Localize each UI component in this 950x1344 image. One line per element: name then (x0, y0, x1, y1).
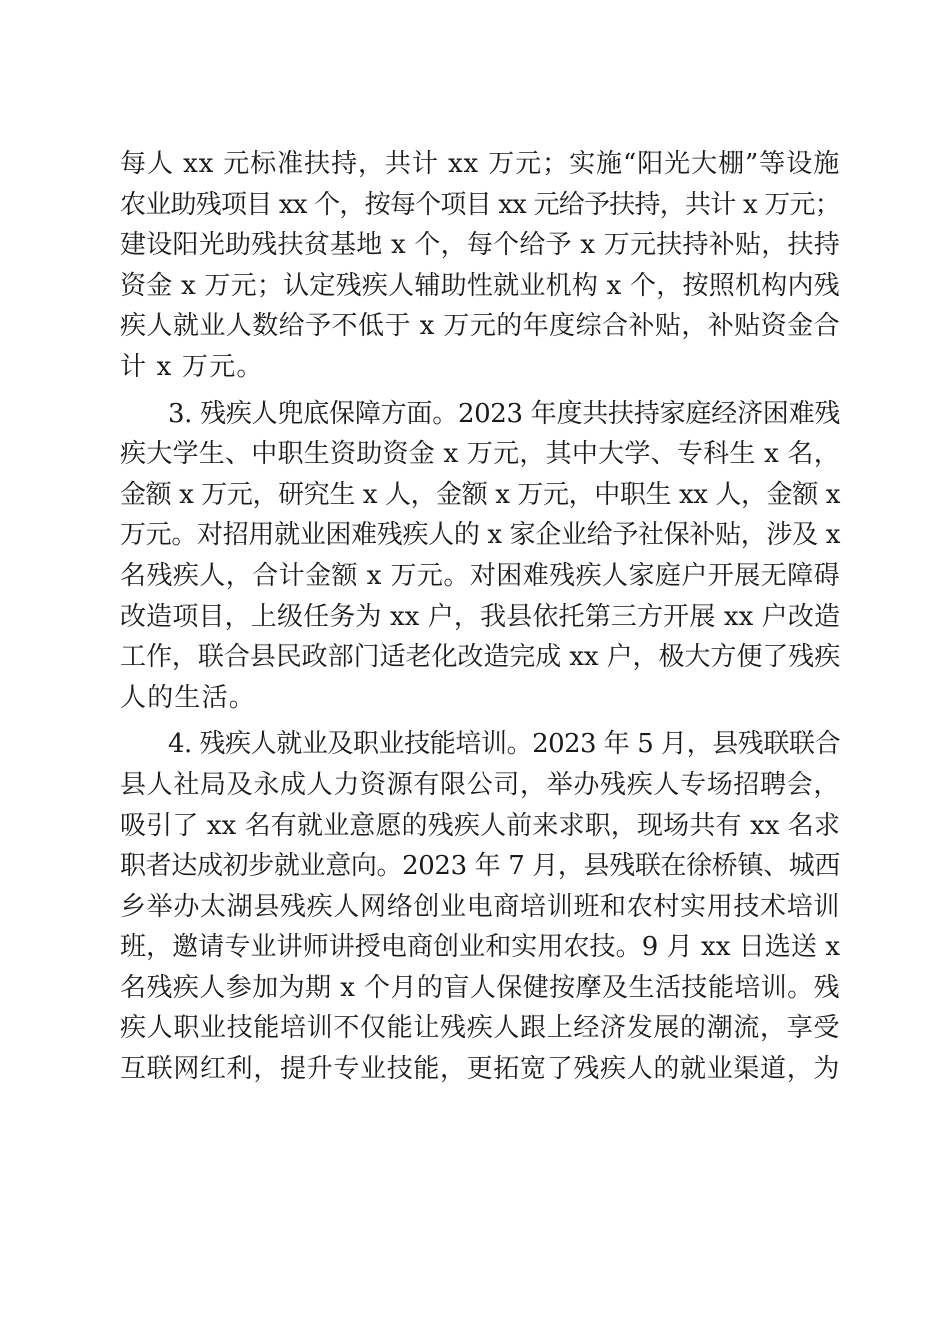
text-line: 4. 残疾人就业及职业技能培训。2023 年 5 月，县残联联合 (168, 729, 840, 760)
text-line: 互联网红利，提升专业技能，更拓宽了残疾人的就业渠道，为 (120, 1054, 840, 1085)
text-line: 县人社局及永成人力资源有限公司，举办残疾人专场招聘会， (120, 769, 840, 800)
text-line: 资金 x 万元；认定残疾人辅助性就业机构 x 个，按照机构内残 (120, 270, 840, 301)
text-line: 疾人就业人数给予不低于 x 万元的年度综合补贴，补贴资金合 (120, 311, 840, 342)
text-line: 职者达成初步就业意向。2023 年 7 月，县残联在徐桥镇、城西 (120, 851, 840, 882)
paragraph-continued (120, 144, 840, 388)
paragraph-section-4 (120, 724, 840, 1089)
text-line: 名残疾人，合计金额 x 万元。对困难残疾人家庭户开展无障碍 (120, 560, 840, 591)
text-line: 计 x 万元。 (120, 351, 264, 382)
text-line: 改造项目，上级任务为 xx 户，我县依托第三方开展 xx 户改造 (120, 601, 840, 632)
paragraph-section-3 (120, 394, 840, 719)
text-line: 乡举办太湖县残疾人网络创业电商培训班和农村实用技术培训 (120, 891, 840, 922)
text-line: 金额 x 万元，研究生 x 人，金额 x 万元，中职生 xx 人，金额 x (120, 479, 840, 510)
text-line: 疾人职业技能培训不仅能让残疾人跟上经济发展的潮流，享受 (120, 1013, 840, 1044)
text-line: 名残疾人参加为期 x 个月的盲人保健按摩及生活技能培训。残 (120, 972, 840, 1003)
text-line: 农业助残项目 xx 个，按每个项目 xx 元给予扶持，共计 x 万元； (120, 189, 840, 220)
text-line: 吸引了 xx 名有就业意愿的残疾人前来求职，现场共有 xx 名求 (120, 810, 840, 841)
text-line: 班，邀请专业讲师讲授电商创业和实用农技。9 月 xx 日选送 x (120, 932, 840, 963)
text-line: 人的生活。 (120, 682, 257, 713)
text-line: 万元。对招用就业困难残疾人的 x 家企业给予社保补贴，涉及 x (120, 520, 840, 551)
text-line: 疾大学生、中职生资助资金 x 万元，其中大学、专科生 x 名， (120, 439, 840, 470)
text-line: 工作，联合县民政部门适老化改造完成 xx 户，极大方便了残疾 (120, 642, 840, 673)
body-text (120, 144, 840, 1090)
text-line: 建设阳光助残扶贫基地 x 个，每个给予 x 万元扶持补贴，扶持 (120, 230, 840, 261)
text-line: 3. 残疾人兜底保障方面。2023 年度共扶持家庭经济困难残 (168, 398, 840, 429)
text-line: 每人 xx 元标准扶持，共计 xx 万元；实施“阳光大棚”等设施 (120, 149, 840, 179)
